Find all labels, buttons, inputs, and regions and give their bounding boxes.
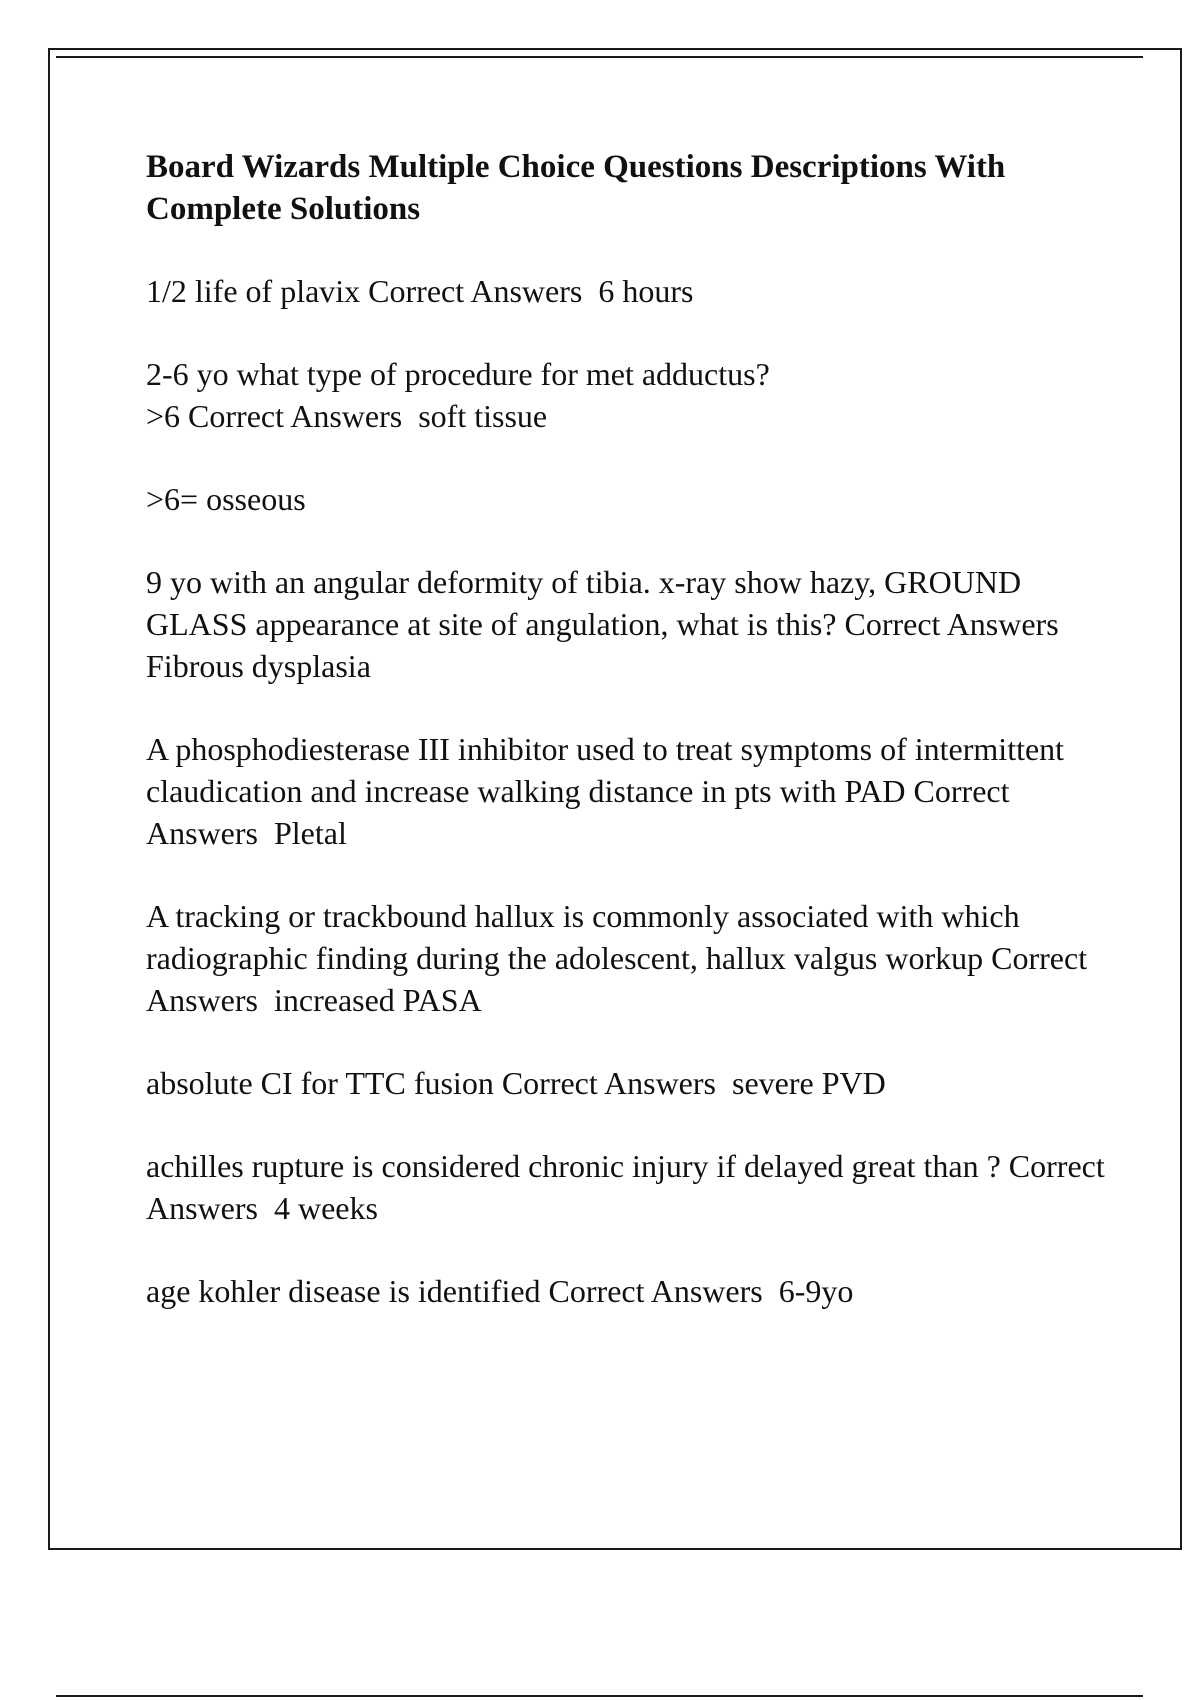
qa-item: >6= osseous — [146, 481, 306, 517]
qa-item: age kohler disease is identified Correct Answers 6-9yo — [146, 1273, 854, 1309]
qa-item: 1/2 life of plavix Correct Answers 6 hours — [146, 273, 694, 309]
qa-item: 2-6 yo what type of procedure for met adductus? >6 Correct Answers soft tissue — [146, 356, 770, 434]
qa-item: absolute CI for TTC fusion Correct Answers severe PVD — [146, 1065, 886, 1101]
qa-item: 9 yo with an angular deformity of tibia. x-ray show hazy, GROUND GLASS appearance at site of angulation, what is this? Correct Answers Fibrous dysplasia — [146, 564, 1075, 684]
document-body — [146, 146, 1111, 1353]
document-title: Board Wizards Multiple Choice Questions Descriptions With Complete Solutions — [146, 149, 1006, 227]
top-horizontal-rule — [56, 56, 1143, 58]
qa-item: A tracking or trackbound hallux is commonly associated with which radiographic finding during the adolescent, hallux valgus workup Correct Answers increased PASA — [146, 898, 1094, 1018]
qa-item: A phosphodiesterase III inhibitor used to treat symptoms of intermittent claudication and increase walking distance in pts with PAD Correct Answers Pletal — [146, 731, 1073, 851]
question-answer-list — [146, 270, 1111, 1312]
bottom-horizontal-rule — [56, 1695, 1143, 1697]
qa-item: achilles rupture is considered chronic injury if delayed great than ? Correct Answers 4 weeks — [146, 1148, 1111, 1226]
